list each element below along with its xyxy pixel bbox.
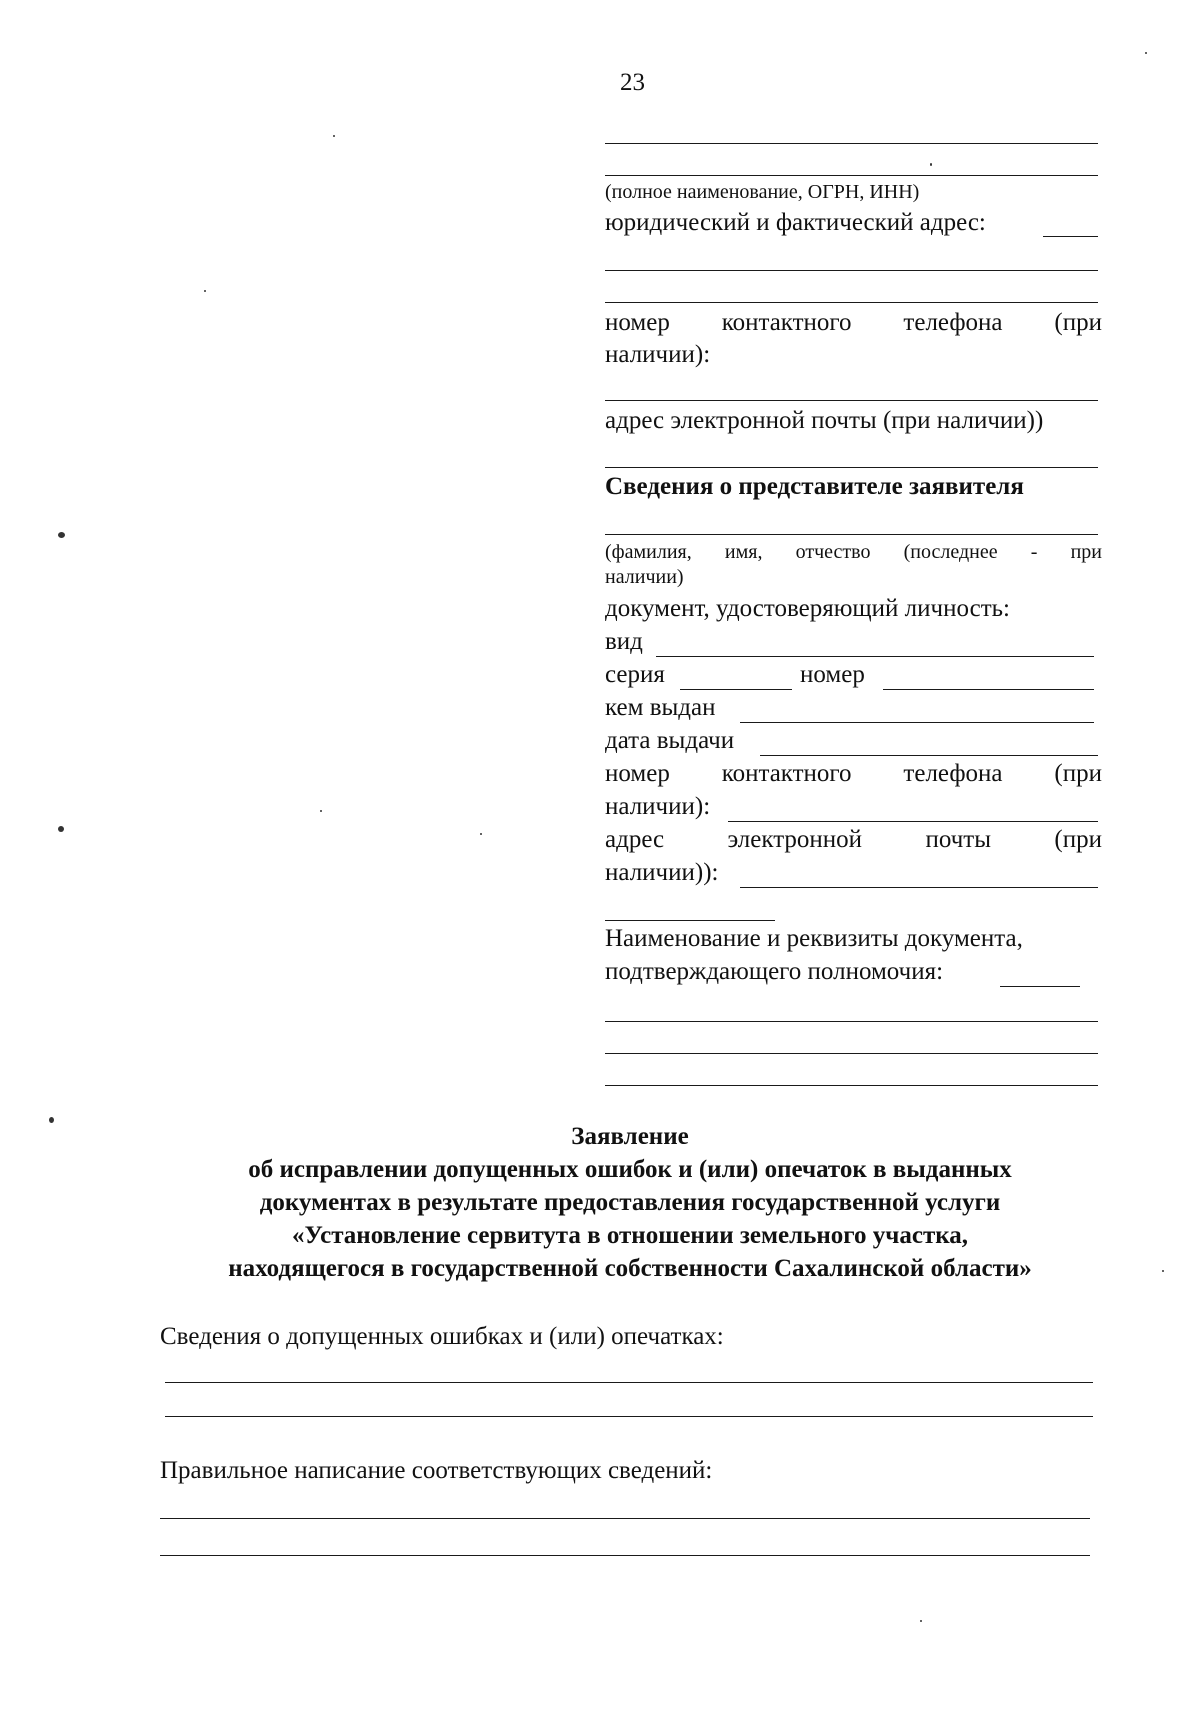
scan-speck <box>1162 1270 1164 1272</box>
scan-speck <box>480 833 482 835</box>
scan-speck <box>333 135 335 137</box>
representative-email-line-2[interactable] <box>605 920 775 921</box>
applicant-name-line-2[interactable] <box>605 175 1098 176</box>
applicant-address-line-2[interactable] <box>605 270 1098 271</box>
scan-speck <box>58 826 64 832</box>
doc-kind-line[interactable] <box>656 656 1094 657</box>
scan-speck <box>58 532 65 538</box>
applicant-address-line-3[interactable] <box>605 302 1098 303</box>
doc-kind-label: вид <box>605 628 643 655</box>
errors-label: Сведения о допущенных ошибках и (или) опечатках: <box>160 1323 724 1350</box>
representative-email-line[interactable] <box>740 887 1098 888</box>
scan-speck <box>920 1620 922 1622</box>
representative-phone-tail: наличии): <box>605 793 711 820</box>
authority-doc-line-1[interactable] <box>1000 986 1080 987</box>
applicant-phone-label: номер контактного телефона (при <box>605 309 1102 336</box>
errors-line-2[interactable] <box>165 1416 1093 1417</box>
authority-doc-label-2: подтверждающего полномочия: <box>605 958 944 985</box>
representative-heading: Сведения о представителе заявителя <box>605 473 1024 500</box>
doc-number-line[interactable] <box>883 689 1094 690</box>
statement-subtitle-line-1: об исправлении допущенных ошибок и (или) опечаток в выданных <box>248 1156 1012 1183</box>
applicant-email-line[interactable] <box>605 467 1098 468</box>
representative-email-tail: наличии)): <box>605 859 719 886</box>
applicant-phone-tail: наличии): <box>605 341 711 368</box>
applicant-name-line-1[interactable] <box>605 143 1098 144</box>
doc-issue-date-label: дата выдачи <box>605 727 735 754</box>
statement-subtitle-line-3: «Установление сервитута в отношении земельного участка, <box>291 1222 969 1249</box>
applicant-phone-line[interactable] <box>605 400 1098 401</box>
scan-speck <box>1145 52 1147 54</box>
applicant-name-hint: (полное наименование, ОГРН, ИНН) <box>605 181 920 203</box>
correct-line-1[interactable] <box>160 1518 1090 1519</box>
authority-doc-label-1: Наименование и реквизиты документа, <box>605 925 1023 952</box>
applicant-email-label: адрес электронной почты (при наличии)) <box>605 407 1044 434</box>
identity-doc-label: документ, удостоверяющий личность: <box>605 595 1010 622</box>
statement-subtitle-line-2: документах в результате предоставления государственной услуги <box>259 1189 1001 1216</box>
representative-fio-hint-tail: наличии) <box>605 566 684 588</box>
correct-line-2[interactable] <box>160 1555 1090 1556</box>
representative-fio-hint: (фамилия, имя, отчество (последнее - при <box>605 541 1102 563</box>
scan-speck <box>320 810 322 812</box>
scan-speck <box>204 290 206 292</box>
representative-email-label: адрес электронной почты (при <box>605 826 1102 853</box>
scan-speck <box>49 1117 54 1123</box>
representative-fio-line[interactable] <box>605 534 1098 535</box>
authority-doc-line-4[interactable] <box>605 1085 1098 1086</box>
correct-label: Правильное написание соответствующих сведений: <box>160 1457 713 1484</box>
authority-doc-line-3[interactable] <box>605 1053 1098 1054</box>
applicant-address-label: юридический и фактический адрес: <box>605 209 986 236</box>
doc-series-label: серия <box>605 661 665 688</box>
statement-subtitle-line-4: находящегося в государственной собственности Сахалинской области» <box>228 1255 1032 1282</box>
doc-issue-date-line[interactable] <box>760 755 1098 756</box>
scan-speck <box>930 163 932 166</box>
applicant-address-line-1[interactable] <box>1043 236 1098 237</box>
doc-series-line[interactable] <box>680 689 792 690</box>
authority-doc-line-2[interactable] <box>605 1021 1098 1022</box>
representative-phone-line[interactable] <box>728 821 1098 822</box>
statement-title: Заявление <box>571 1123 689 1150</box>
errors-line-1[interactable] <box>165 1382 1093 1383</box>
doc-issued-by-label: кем выдан <box>605 694 716 721</box>
page-number: 23 <box>620 69 645 96</box>
representative-phone-label: номер контактного телефона (при <box>605 760 1102 787</box>
doc-number-label: номер <box>800 661 865 688</box>
doc-issued-by-line[interactable] <box>740 722 1094 723</box>
